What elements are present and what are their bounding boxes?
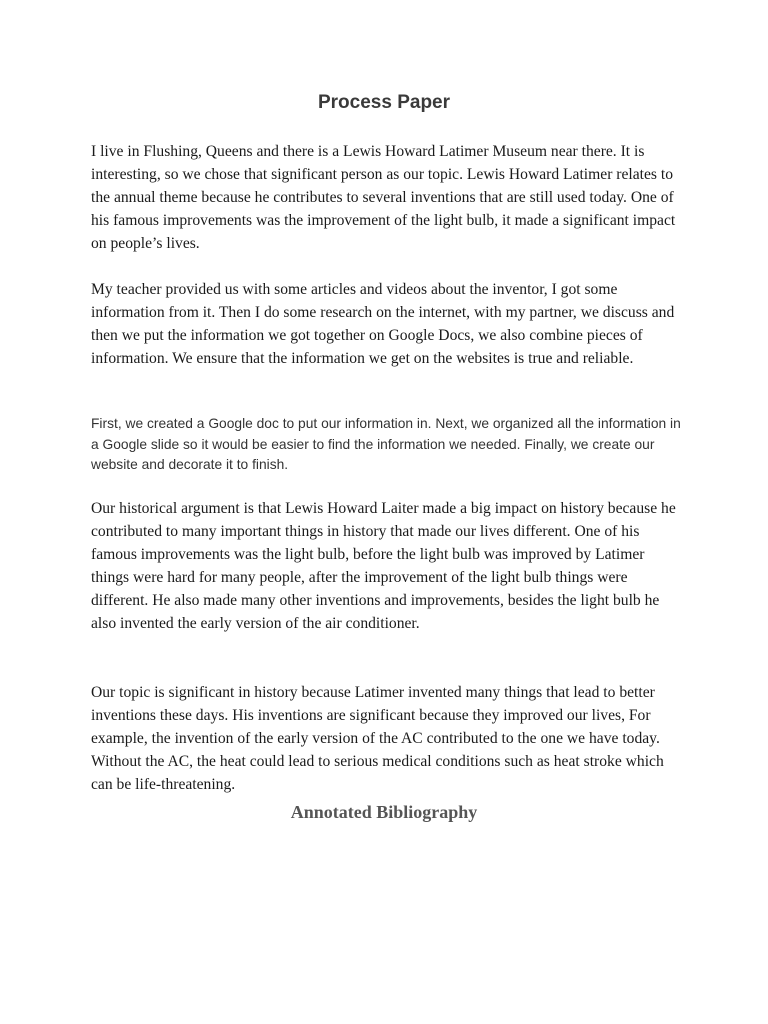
paragraph-historical-argument: Our historical argument is that Lewis Howard Laiter made a big impact on history because he contributed to many important things in history that made our lives different. One of his famous improvements was the light bulb, before the light bulb was improved by Latimer things were hard for many people, after the improvement of the light bulb things were different. He also made many other inventions and improvements, besides the light bulb he also invented the early version of the air conditioner. [91,500,676,632]
paragraph-research-process: My teacher provided us with some articles and videos about the inventor, I got some information from it. Then I do some research on the internet, with my partner, we discuss and then we put the information we got together on Google Docs, we also combine pieces of information. We ensure that the information we get on the websites is true and reliable. [91,281,675,367]
paragraph-workflow-steps: First, we created a Google doc to put our information in. Next, we organized all the information in a Google slide so it would be easier to find the information we needed. Finally, we create our website and decorate it to finish. [91,416,681,472]
page-title: Process Paper [317,92,451,113]
section-heading-bibliography: Annotated Bibliography [290,802,478,822]
paragraph-museum-intro: I live in Flushing, Queens and there is a Lewis Howard Latimer Museum near there. It is interesting, so we chose that significant person as our topic. Lewis Howard Latimer relates to the annual theme because he contributes to several inventions that are still used today. One of his famous improvements was the improvement of the light bulb, it made a significant impact on people’s lives. [91,143,676,252]
paragraph-significance: Our topic is significant in history because Latimer invented many things that lead to better inventions these days. His inventions are significant because they improved our lives, For example, the invention of the early version of the AC contributed to the one we have today. Without the AC, the heat could lead to serious medical conditions such as heat stroke which can be life-threatening. [91,684,664,793]
